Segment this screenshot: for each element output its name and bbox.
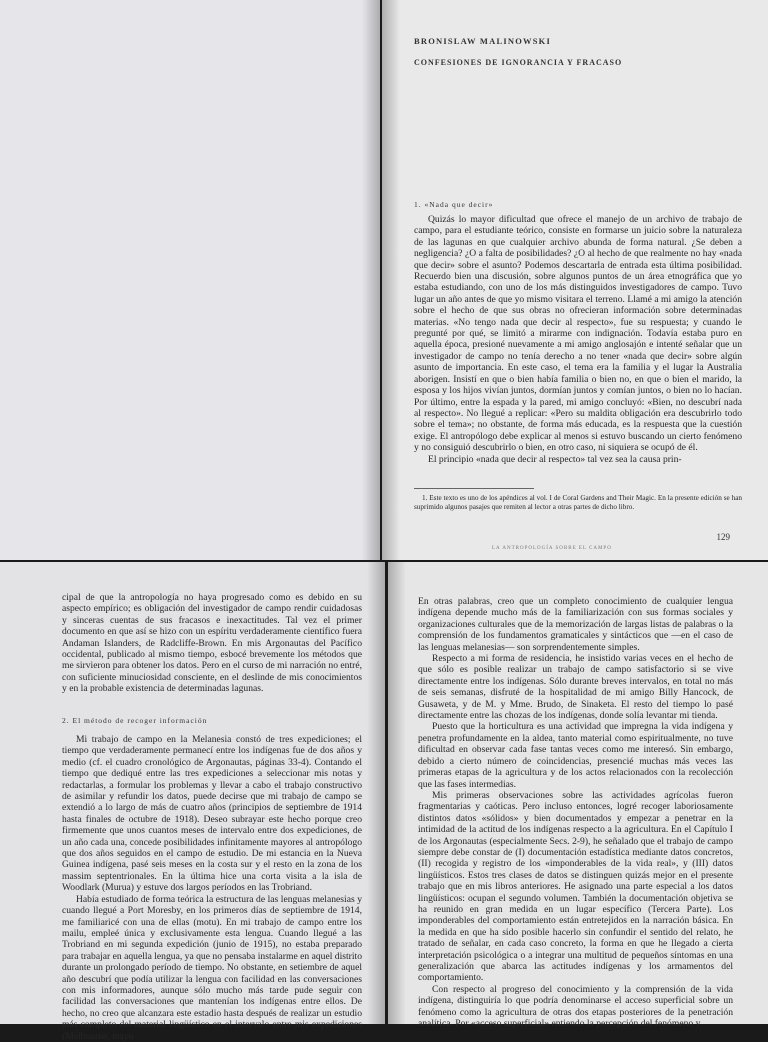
paragraph: Respecto a mi forma de residencia, he insistido varias veces en el hecho de que sólo es posible realizar un trabajo de campo satisfactorio si se vive directamente entre los indígenas. Sólo durante breves intervalos, en total no más de seis semanas, disfruté de la hospitalidad de mi amigo Billy Hancock, de Gusaweta, y de M. y Mme. Brudo, de Sinaketa. El resto del tiempo lo pasé directamente entre las chozas de los indígenas, donde solía levantar mi tienda. (418, 653, 733, 722)
running-footer: LA ANTROPOLOGÍA SOBRE EL CAMPO (492, 546, 612, 551)
gutter-shadow (388, 562, 406, 1024)
blank-page-top-left (0, 0, 380, 560)
paragraph: El principio «nada que decir al respecto» tal vez sea la causa prin- (428, 453, 682, 465)
body-text (62, 734, 362, 1042)
body-text (414, 214, 742, 465)
page-number: 129 (716, 532, 730, 542)
page-131 (388, 562, 768, 1030)
footnote-rule (414, 488, 534, 489)
paragraph: Quizás lo mayor dificultad que ofrece el manejo de un archivo de trabajo de campo, para el estudiante teórico, consiste en formarse un juicio sobre la naturaleza de las lagunas en que cualquier archivo abunda de forma natural. ¿Se deben a negligencia? ¿O a falta de posibilidades? ¿O al hecho de que realmente no hay «nada que decir» sobre el asunto? Podemos descartarla de entrada esta última posibilidad. Recuerdo bien una discusión, sobre algunos puntos de un área etnográfica que yo estaba estudiando, con uno de los más distinguidos investigadores de campo. Tuvo lugar un año antes de que yo mismo visitara el terreno. Llamé a mi amigo la atención sobre el hecho de que sus obras no ofrecieran información sobre determinadas materias. «No tengo nada que decir al respecto», fue su respuesta; y cuando le pregunté por qué, se limitó a mirarme con indignación. Todavía estaba puro en aquella época, presioné nuevamente a mi amigo anglosajón e intenté señalar que un investigador de campo no tenía derecho a no tener «nada que decir» sobre algún asunto de importancia. En este caso, el tema era la familia y el lugar la Australia aborigen. Insistí en que o bien había familia o bien no, en que o bien el marido, la esposa y los hijos vivían juntos, dormían juntos y comían juntos, o bien no lo hacían. Por último, entre la espada y la pared, mi amigo concluyó: «Bien, no descubrí nada al respecto». No llegué a replicar: «Pero su maldita obligación era descubrirlo todo sobre el tema»; no obstante, de forma más educada, es la respuesta que la cuestión exige. El antropólogo debe explicar al menos si estuvo buscando un cierto fenómeno y no consiguió descubrirlo o bien, en otro caso, ni siquiera se ocupó de él. (414, 214, 742, 454)
page-129 (382, 0, 768, 560)
chapter-title: CONFESIONES DE IGNORANCIA Y FRACASO (414, 58, 623, 67)
section-heading-1: 1. «Nada que decir» (414, 200, 494, 209)
paragraph: Mi trabajo de campo en la Melanesia constó de tres expediciones; el tiempo que verdaderamente permanecí entre los indígenas fue de dos años y medio (cf. el cuadro cronológico de Argonautas, páginas 33-4). Contando el tiempo que dediqué entre las tres expediciones a seleccionar mis notas y redactarlas, a formular los problemas y llevar a cabo el trabajo constructivo de asimilar y refundir los datos, puede decirse que mi trabajo de campo se extendió a lo largo de más de cuatro años (principios de septiembre de 1914 hasta finales de octubre de 1918). Deseo subrayar este hecho porque creo firmemente que unos cuantos meses de intervalo entre dos expediciones, de un año cada una, concede posibilidades infinitamente mayores al antropólogo que dos años seguidos en el campo de estudio. De mi estancia en la Nueva Guinea indígena, pasé seis meses en la costa sur y el resto en la zona de los massim septentrionales. En la última hice una corta visita a la isla de Woodlark (Murua) y estuve dos largos períodos en las Trobriand. (62, 734, 362, 894)
paragraph: En otras palabras, creo que un completo conocimiento de cualquier lengua indígena depende mucho más de la familiarización con sus formas sociales y organizaciones culturales que de la memorización de largas listas de palabras o la comprensión de los fundamentos gramaticales y sintácticos que —en el caso de las lenguas melanesias— son sorprendentemente simples. (418, 596, 733, 653)
paragraph: Mis primeras observaciones sobre las actividades agrícolas fueron fragmentarias y caóticas. Pero incluso entonces, logré recoger laboriosamente distintos datos «sólidos» y bien documentados y empezar a penetrar en la intimidad de la actitud de los indígenas respecto a la agricultura. En el Capítulo I de los Argonautas (especialmente Secs. 2-9), he señalado que el trabajo de campo siempre debe constar de (I) documentación estadística mediante datos concretos, (II) recogida y registro de los «imponderables de la vida real», y (III) datos lingüísticos. Estos tres clases de datos se distinguen quizás mejor en el presente trabajo que en mis libros anteriores. He asignado una parte especial a los datos lingüísticos: ocupan el segundo volumen. También la documentación objetiva se ha reunido en gran medida en un lugar específico (Tercera Parte). Los imponderables del comportamiento están entretejidos en la narración básica. En la medida en que ha sido posible hacerlo sin confundir el sentido del relato, he tratado de señalar, en cada caso concreto, la forma en que he llegado a cierta interpretación psicológica o a integrar una multitud de pequeños síntomas en una generalización que abarca las actitudes indígenas y los armamentos del comportamiento. (418, 789, 733, 984)
footnote-text: 1. Este texto es uno de los apéndices al vol. I de Coral Gardens and Their Magic. En la presente edición se han suprimido algunos pasajes que remiten al lector a otras partes de dicho libro. (414, 494, 742, 511)
paragraph: Había estudiado de forma teórica la estructura de las lenguas melanesias y cuando llegué a Port Moresby, en los primeros días de septiembre de 1914, me familiaricé con una de ellas (motu). En mi trabajo de campo entre los mailu, empleé única y exclusivamente esta lengua. Cuando llegué a las Trobriand en mi segunda expedición (junio de 1915), no estaba preparado para trabajar en aquella lengua, ya que no pensaba instalarme en aquel distrito durante un prolongado período de tiempo. No obstante, en setiembre de aquel año descubrí que podía utilizar la lengua con facilidad en las conversaciones con mis informadores, aunque sólo mucho más tarde pude seguir con facilidad las conversaciones que mantenían los indígenas entre ellos. De hecho, no creo que alcanzara este estadio hasta después de realizar un estudio más completo del material lingüístico en el intervalo entre mis expediciones (Melbourne, mayo (62, 893, 362, 1042)
paragraph: cipal de que la antropología no haya progresado como es debido en su aspecto empírico; es obligación del investigador de campo rendir cuidadosas y sinceras cuentas de sus fracasos e inexactitudes. Tal vez el primer documento en que así se hizo con un espíritu verdaderamente científico fuera Andaman Islanders, de Radcliffe-Brown. En mis Argonautas del Pacífico occidental, publicado al mismo tiempo, esbocé brevemente los métodos que me sirvieron para obtener los datos. Pero en el curso de mi narración no entré, con suficiente minuciosidad consciente, en el deslinde de mis conocimientos y en la probable existencia de determinadas lagunas. (62, 592, 362, 695)
gutter-shadow (382, 0, 400, 560)
body-text-continued (62, 592, 362, 695)
paragraph: Con respecto al progreso del conocimiento y la comprensión de la vida indígena, distinguiría lo que podría denominarse el acceso superficial sobre un fenómeno como la agricultura de otras dos etapas posteriores de la penetración analítica. Por «acceso superficial» entiendo la percepción del fenómeno y (418, 983, 733, 1030)
gutter-shadow (362, 0, 380, 560)
body-text (418, 596, 733, 1030)
running-header-author: BRONISLAW MALINOWSKI (414, 36, 551, 46)
section-heading-2: 2. El método de recoger información (62, 716, 208, 725)
footnote (414, 494, 742, 511)
gutter-shadow (367, 562, 385, 1024)
paragraph: Puesto que la horticultura es una actividad que impregna la vida indígena y penetra profundamente en la aldea, tanto material como espiritualmente, no tuve dificultad en observar cada fase tantas veces como me interesó. Sin embargo, debido a cierto número de coincidencias, presencié muchas más veces las primeras etapas de la agricultura y de los actos relacionados con la recolección que las fases intermedias. (418, 721, 733, 790)
